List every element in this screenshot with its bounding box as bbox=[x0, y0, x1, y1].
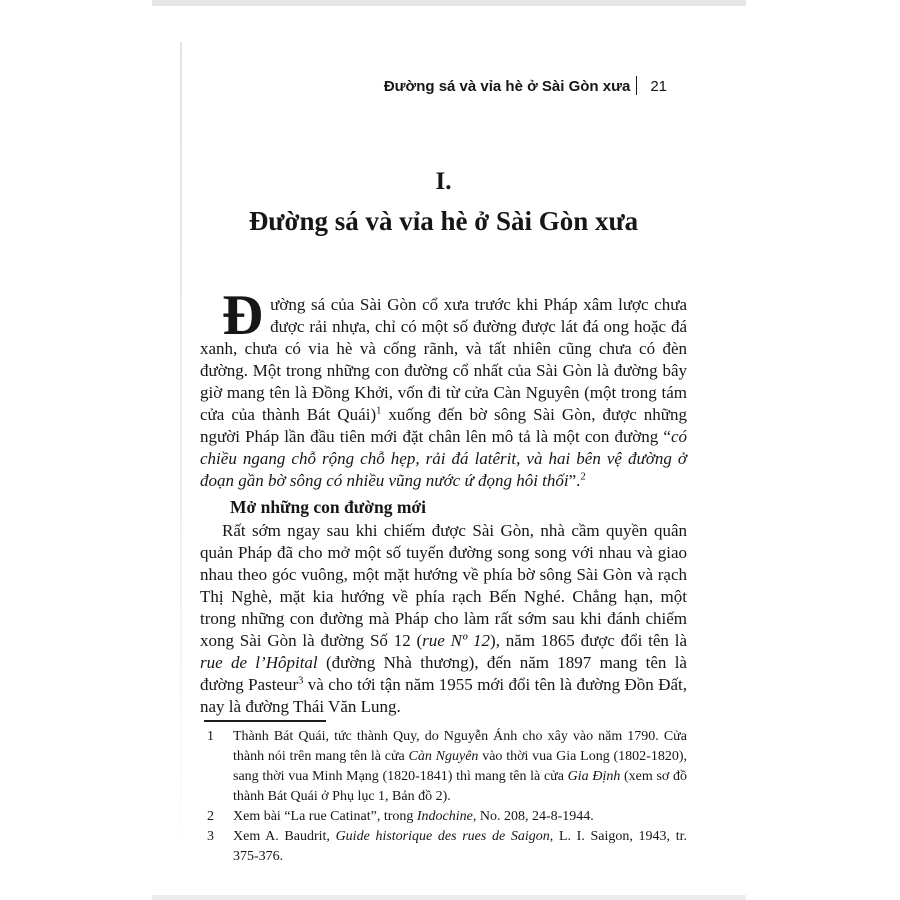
chapter-title: Đường sá và vỉa hè ở Sài Gòn xưa bbox=[248, 206, 639, 236]
page-number: 21 bbox=[650, 78, 667, 95]
footnote-number: 2 bbox=[207, 809, 214, 824]
header-divider-line bbox=[636, 76, 637, 95]
paragraph-2: Rất sớm ngay sau khi chiếm được Sài Gòn, nhà cầm quyền quân quản Pháp đã cho mở một số tuyến đường song song với nhau và giao nhau theo góc vuông, một mặt hướng về phía bờ sông Sài Gòn và rạch Thị Nghè, mặt kia hướng về phía rạch Bến Nghé. Chẳng hạn, một trong những con đường mà Pháp cho làm rất sớm sau khi đánh chiếm xong Sài Gòn là đường Số 12 (rue Nº 12), năm 1865 được đổi tên là rue de l’Hôpital (đường Nhà thương), đến năm 1897 mang tên là đường Pasteur$^3$ và cho tới tận năm 1955 mới đổi tên là đường Đồn Đất, nay là đường Thái Văn Lung. bbox=[200, 521, 687, 716]
footnote-number: 1 bbox=[207, 729, 214, 744]
footnote-3 bbox=[200, 827, 687, 867]
footnote-1 bbox=[200, 727, 687, 807]
chapter-heading bbox=[200, 168, 687, 237]
running-header-title: Đường sá và vỉa hè ở Sài Gòn xưa bbox=[383, 78, 631, 95]
chapter-number: I. bbox=[435, 168, 452, 195]
book-page bbox=[200, 0, 687, 900]
footnote-text: Xem A. Baudrit, Guide historique des rues de Saigon, L. I. Saigon, 1943, tr. 375-376. bbox=[233, 829, 688, 864]
drop-cap: Đ bbox=[222, 284, 264, 347]
page-edge-shadow bbox=[180, 42, 182, 878]
section-subheading: Mở những con đường mới bbox=[230, 497, 426, 517]
footnote-number: 3 bbox=[207, 829, 214, 844]
footnote-text: Thành Bát Quái, tức thành Quy, do Nguyễn Ánh cho xây vào năm 1790. Cửa thành nói trên mang tên là cửa Càn Nguyên vào thời vua Gia Long (1802-1820), sang thời vua Minh Mạng (1820-1841) thì mang tên là cửa Gia Định (xem sơ đồ thành Bát Quái ở Phụ lục 1, Bản đồ 2). bbox=[233, 729, 688, 804]
footnote-text: Xem bài “La rue Catinat”, trong Indochine, No. 208, 24-8-1944. bbox=[233, 809, 594, 824]
footnotes-block bbox=[200, 720, 687, 867]
paragraph-1: Đường sá của Sài Gòn cổ xưa trước khi Pháp xâm lược chưa được rải nhựa, chỉ có một số đường được lát đá ong hoặc đá xanh, chưa có via hè và cống rãnh, và tất nhiên cũng chưa có đèn đường. Một trong những con đường cổ nhất của Sài Gòn là đường bây giờ mang tên là Đồng Khởi, vốn đi từ cửa Càn Nguyên (một trong tám cửa của thành Bát Quái)$^1$ xuống đến bờ sông Sài Gòn, được những người Pháp lần đầu tiên mới đặt chân lên mô tả là một con đường “có chiều ngang chỗ rộng chỗ hẹp, rải đá latêrit, và hai bên vệ đường ở đoạn gần bờ sông có nhiều vũng nước ứ đọng hôi thối”.$^2$ bbox=[200, 284, 687, 490]
running-header bbox=[200, 76, 667, 95]
footnote-2 bbox=[200, 807, 687, 827]
footnote-separator-rule bbox=[204, 720, 326, 722]
